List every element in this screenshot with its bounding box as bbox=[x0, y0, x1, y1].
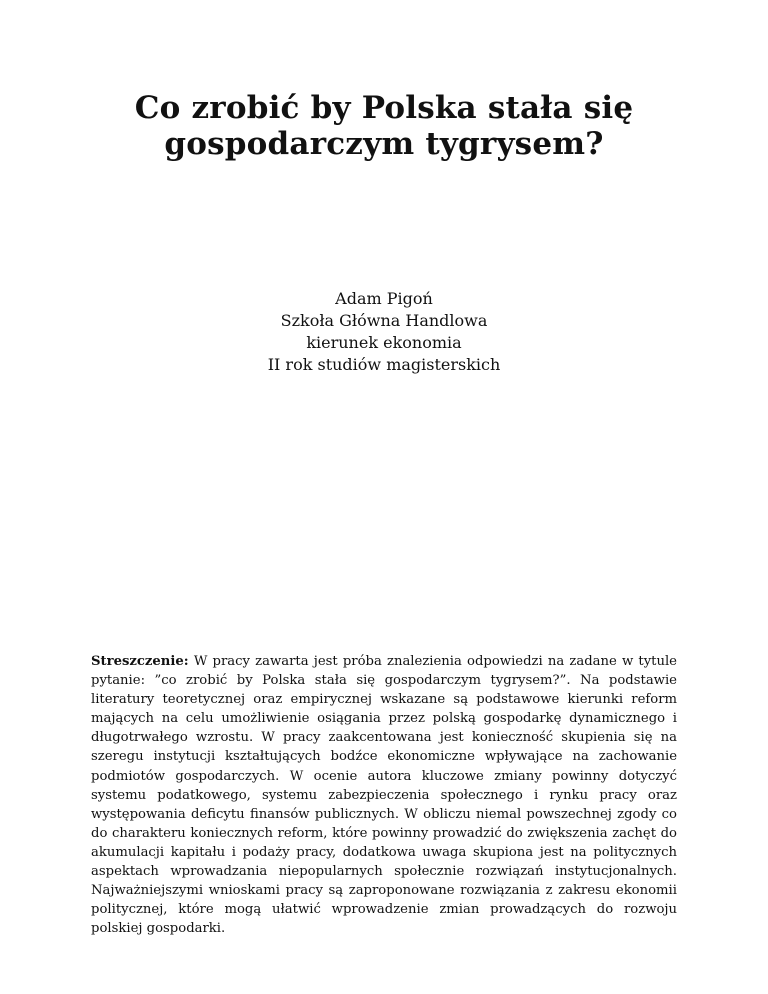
author-institution: Szkoła Główna Handlowa bbox=[280, 311, 488, 330]
author-field: kierunek ekonomia bbox=[306, 333, 462, 352]
title-line-2: gospodarczym tygrysem? bbox=[164, 126, 604, 162]
author-year: II rok studiów magisterskich bbox=[267, 355, 501, 374]
author-block bbox=[0, 288, 768, 376]
author-name: Adam Pigoń bbox=[335, 289, 433, 308]
abstract bbox=[91, 652, 677, 938]
abstract-label: Streszczenie: bbox=[91, 654, 189, 669]
abstract-text: W pracy zawarta jest próba znalezienia odpowiedzi na zadane w tytule pytanie: ”co zrobić by Polska stała się gospodarczym tygrysem?”. Na podstawie literatury teoretycznej oraz empirycznej wskazane są podstawowe kierunki reform mających na celu umożliwienie osiągania przez polską gospodarkę dynamicznego i długotrwałego wzrostu. W pracy zaakcentowana jest konieczność skupienia się na szeregu instytucji kształtujących bodźce ekonomiczne wpływające na zachowanie podmiotów gospodarczych. W ocenie autora kluczowe zmiany powinny dotyczyć systemu podatkowego, systemu zabezpieczenia społecznego i rynku pracy oraz występowania deficytu finansów publicznych. W obliczu niemal powszechnej zgody co do charakteru koniecznych reform, które powinny prowadzić do zwiększenia zachęt do akumulacji kapitału i podaży pracy, dodatkowa uwaga skupiona jest na politycznych aspektach wprowadzania niepopularnych społecznie rozwiązań instytucjonalnych. Najważniejszymi wnioskami pracy są zaproponowane rozwiązania z zakresu ekonomii politycznej, które mogą ułatwić wprowadzenie zmian prowadzących do rozwoju polskiej gospodarki. bbox=[91, 654, 677, 937]
title-line-1: Co zrobić by Polska stała się bbox=[134, 90, 634, 126]
paper-title bbox=[0, 90, 768, 162]
